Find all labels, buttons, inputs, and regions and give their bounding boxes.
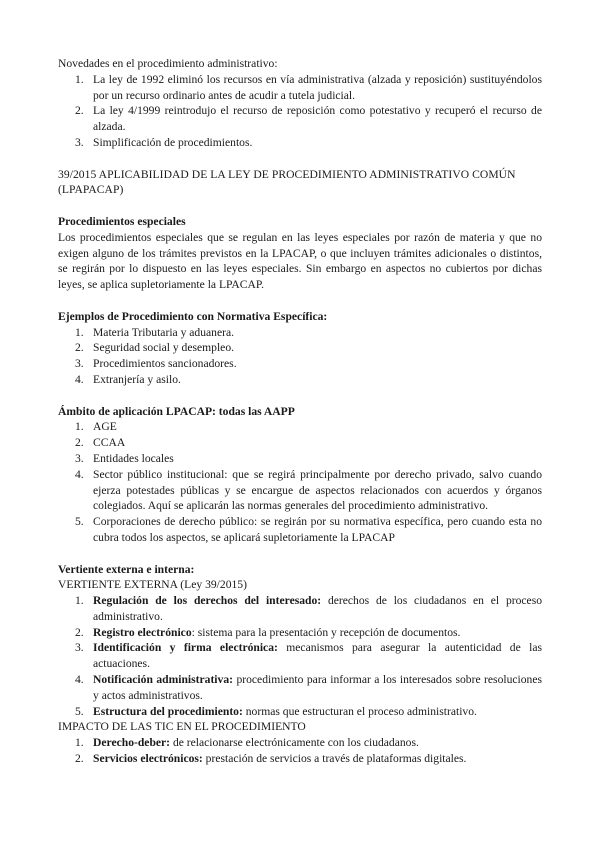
ambito-heading: Ámbito de aplicación LPACAP: todas las AAPP [58,404,295,418]
list-number: 4. [75,673,84,687]
list-item-text: Sector público institucional: que se regirá principalmente por derecho privado, salvo cuando ejerza potestades públicas y se encargue de aspectos relacionados con acuerdos y órganos colegiados. Aquí se aplicarán las normas generales del procedimiento administrativo. [93,467,542,513]
list-number: 2. [75,625,84,639]
list-item-text: de relacionarse electrónicamente con los ciudadanos. [170,736,419,750]
list-number: 2. [75,341,84,355]
ejemplos-heading: Ejemplos de Procedimiento con Normativa Específica: [58,309,328,323]
novedades-intro: Novedades en el procedimiento administrativo: [58,57,278,70]
list-item [58,451,542,467]
list-number: 1. [75,420,84,434]
list-item-text: Seguridad social y desempleo. [93,341,235,355]
list-item [58,340,542,356]
list-item [58,672,542,704]
list-item-text: prestación de servicios a través de plataformas digitales. [202,752,467,766]
list-item-term: Registro electrónico [93,625,192,639]
list-item-text: mecanismos para asegurar la autenticidad de las actuaciones. [93,641,542,671]
list-number: 1. [75,736,84,750]
list-item [58,135,542,151]
list-item-text: Extranjería y asilo. [93,372,181,386]
list-item-text: derechos de los ciudadanos en el proceso administrativo. [93,594,543,623]
list-number: 3. [75,135,84,149]
list-number: 5. [75,515,84,529]
tic-list [58,735,542,767]
list-item-term: Identificación y firma electrónica: [93,641,278,655]
list-number: 2. [75,104,84,118]
list-item [58,325,542,341]
list-item [58,735,542,751]
list-item-text: : sistema para la presentación y recepción de documentos. [191,625,461,639]
list-item [58,356,542,372]
ejemplos-list [58,325,542,388]
list-number: 3. [75,451,84,465]
list-number: 2. [75,436,84,450]
list-item [58,467,542,514]
list-item [58,372,542,388]
list-number: 1. [75,594,84,608]
section-title: 39/2015 APLICABILIDAD DE LA LEY DE PROCEDIMIENTO ADMINISTRATIVO COMÚN (LPAPACAP) [58,167,516,197]
list-item-term: Regulación de los derechos del interesado: [93,594,322,608]
list-item-text: La ley 4/1999 reintrodujo el recurso de reposición como potestativo y recuperó el recurso de alzada. [93,104,542,134]
list-number: 3. [75,357,84,371]
list-item-term: Derecho-deber: [93,736,171,750]
list-item [58,72,542,104]
list-item-term: Servicios electrónicos: [93,752,203,766]
list-item-text: Procedimientos sancionadores. [93,357,237,371]
list-item [58,751,542,767]
vertiente-externa-list [58,593,542,719]
list-item [58,103,542,135]
list-item-text: normas que estructuran el proceso administrativo. [242,704,477,718]
list-item [58,514,542,546]
ambito-list [58,419,542,545]
list-item [58,625,542,641]
list-number: 1. [75,72,84,86]
especiales-body: Los procedimientos especiales que se regulan en las leyes especiales por razón de materia y que no exigen alguno de los trámites previstos en la LPACAP, o que incluyen trámites adicionales o distintos, se regirán por lo dispuesto en las leyes especiales. Sin embargo en aspectos no cubiertos por dichas leyes, se aplica supletoriamente la LPACAP. [58,230,542,292]
list-item [58,593,542,625]
list-number: 1. [75,325,84,339]
vertiente-heading: Vertiente externa e interna: [58,562,195,576]
list-item-text: La ley de 1992 eliminó los recursos en vía administrativa (alzada y reposición) sustituyéndolos por un recurso ordinario antes de acudir a tutela judicial. [93,72,542,102]
list-item-text: Corporaciones de derecho público: se regirán por su normativa específica, pero cuando esta no cubra todos los aspectos, se aplicará supletoriamente la LPACAP [93,515,542,544]
tic-title: IMPACTO DE LAS TIC EN EL PROCEDIMIENTO [58,720,306,734]
list-item-text: Materia Tributaria y aduanera. [93,325,235,339]
list-item [58,640,542,672]
list-item-text: procedimiento para informar a los interesados sobre resoluciones y actos administrativos. [93,673,543,702]
document-page [58,56,542,767]
novedades-list [58,72,542,151]
list-number: 4. [75,372,84,386]
list-number: 5. [75,704,84,718]
vertiente-externa-title: VERTIENTE EXTERNA (Ley 39/2015) [58,578,247,592]
list-item-text: CCAA [93,436,126,450]
list-item-term: Notificación administrativa: [93,673,233,687]
list-item [58,419,542,435]
list-number: 4. [75,467,84,481]
list-item [58,435,542,451]
list-item-text: Simplificación de procedimientos. [93,135,253,149]
list-item [58,704,542,720]
list-item-term: Estructura del procedimiento: [93,704,243,718]
list-number: 3. [75,641,84,655]
list-item-text: Entidades locales [93,451,174,465]
list-item-text: AGE [93,420,117,434]
list-number: 2. [75,752,84,766]
especiales-heading: Procedimientos especiales [58,214,186,228]
